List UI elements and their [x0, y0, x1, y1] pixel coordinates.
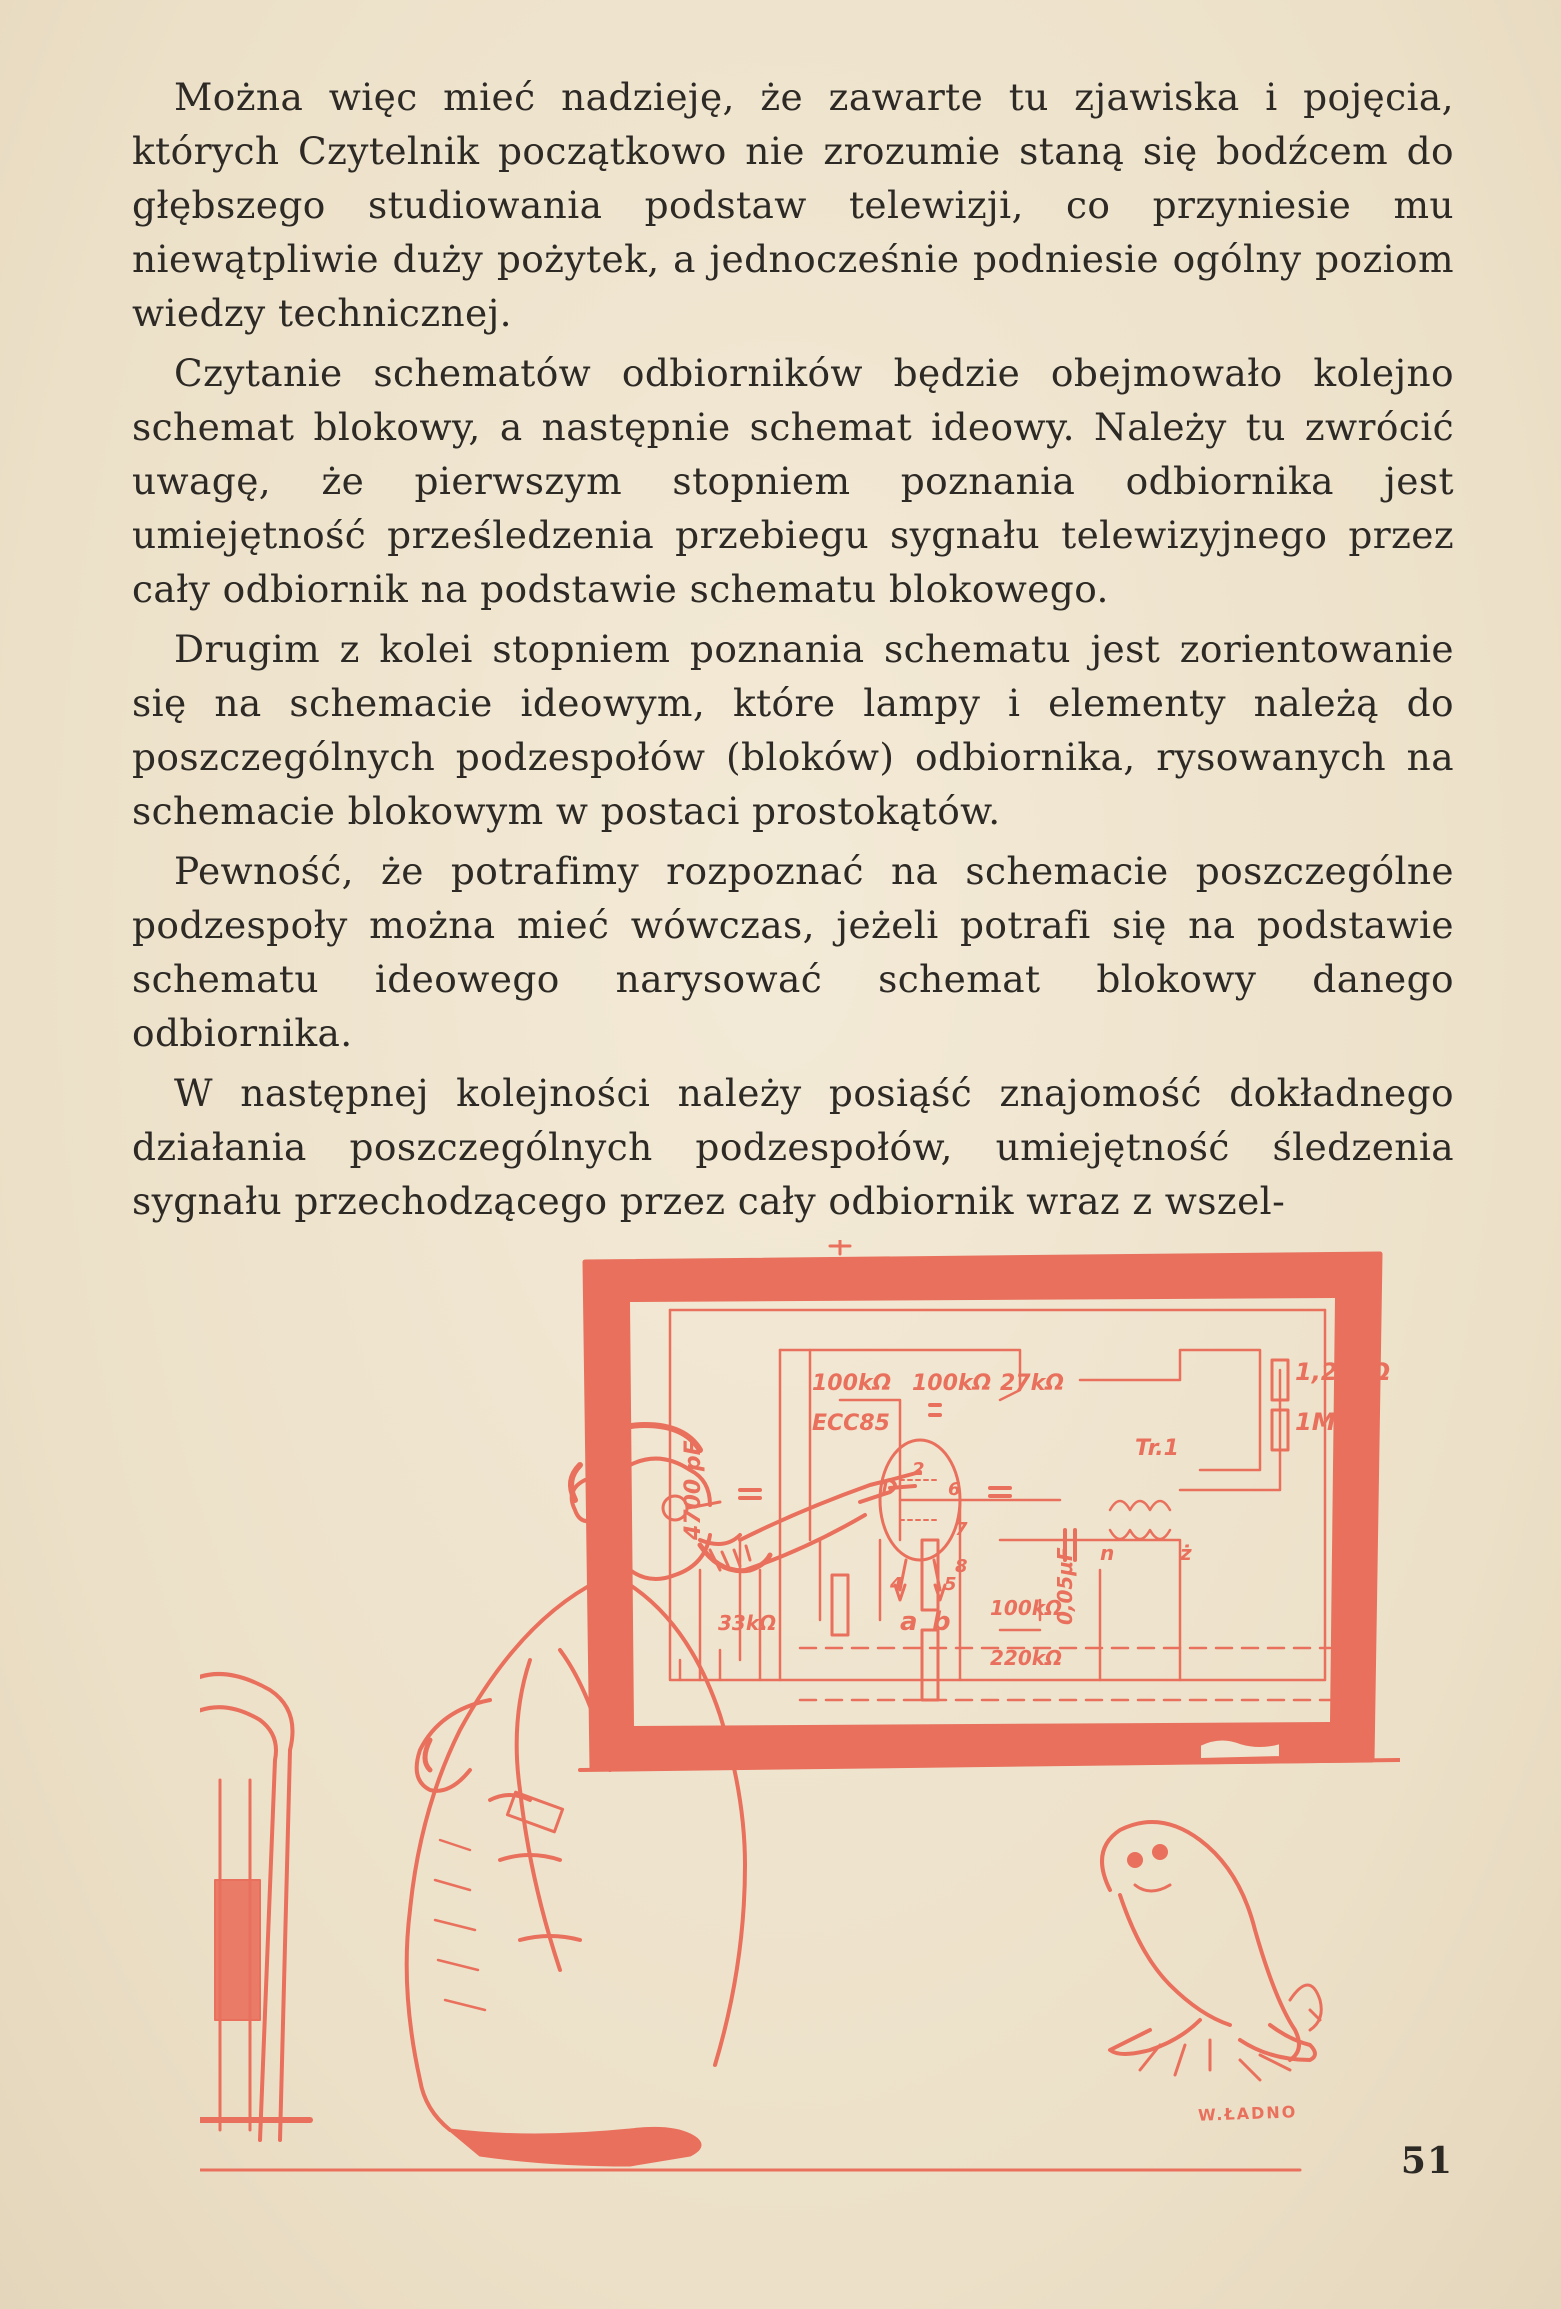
label-pin-8: 8	[955, 1556, 968, 1577]
paragraph-1: Można więc mieć nadzieję, że zawarte tu zjawiska i pojęcia, których Czytelnik początkowo nie zrozumie staną się bodźcem do głębszego studiowania podstaw telewizji, co przyniesie mu niewątpliwie duży pożytek, a jednocześnie podniesie ogólny poziom wiedzy technicznej.	[132, 75, 1454, 335]
label-pin-b: b	[932, 1607, 951, 1637]
label-r7: 100kΩ	[990, 1596, 1063, 1620]
cartoon-illustration	[200, 1240, 1400, 2200]
page-number: 51	[1400, 2140, 1453, 2182]
body-text	[132, 70, 1454, 1234]
paragraph-4: Pewność, że potrafimy rozpoznać na schemacie poszczególne podzespoły można mieć wówczas, jeżeli potrafi się na podstawie schematu ideowego narysować schemat blokowy danego odbiornika.	[132, 849, 1454, 1055]
label-pin-7: 7	[955, 1519, 968, 1540]
label-r8: 220kΩ	[990, 1646, 1063, 1670]
label-pin-a: a	[900, 1607, 918, 1637]
label-r1: 100kΩ	[812, 1371, 892, 1396]
label-r5: 1MΩ	[1295, 1408, 1356, 1436]
label-pin-5: 5	[944, 1574, 957, 1595]
label-r4: 1,2 MΩ	[1295, 1358, 1391, 1386]
paragraph-2: Czytanie schematów odbiorników będzie obejmowało kolejno schemat blokowy, a następnie schemat ideowy. Należy tu zwrócić uwagę, że pierwszym stopniem poznania odbiornika jest umiejętność prześledzenia przebiegu sygnału telewizyjnego przez cały odbiornik na podstawie schematu blokowego.	[132, 351, 1454, 611]
label-tube: ECC85	[812, 1411, 890, 1436]
label-cap2: 0,05μF	[1053, 1547, 1077, 1625]
label-r6: 33kΩ	[718, 1611, 777, 1635]
label-pin-2: 2	[912, 1459, 925, 1480]
signal-character	[1102, 1822, 1321, 2080]
label-pin-6: 6	[948, 1479, 961, 1500]
label-pin-z: ż	[1180, 1541, 1192, 1565]
label-r2: 100kΩ	[912, 1371, 992, 1396]
label-r3: 27kΩ	[1000, 1371, 1064, 1396]
paragraph-3: Drugim z kolei stopniem poznania schematu jest zorientowanie się na schemacie ideowym, które lampy i elementy należą do poszczególnych podzespołów (bloków) odbiornika, rysowanych na schemacie blokowym w postaci prostokątów.	[132, 627, 1454, 833]
chair	[200, 1674, 310, 2140]
paragraph-5: W następnej kolejności należy posiąść znajomość dokładnego działania poszczególnych podzespołów, umiejętność śledzenia sygnału przechodzącego przez cały odbiornik wraz z wszel-	[132, 1071, 1454, 1223]
label-pin-1: 1	[878, 1479, 891, 1500]
label-pin-n: n	[1100, 1541, 1115, 1565]
artist-signature: W.ŁADNO	[1197, 2102, 1298, 2125]
label-pin-4: 4	[890, 1574, 903, 1595]
label-cap1: 4700 pF	[681, 1440, 706, 1540]
label-transformer: Tr.1	[1135, 1436, 1179, 1461]
